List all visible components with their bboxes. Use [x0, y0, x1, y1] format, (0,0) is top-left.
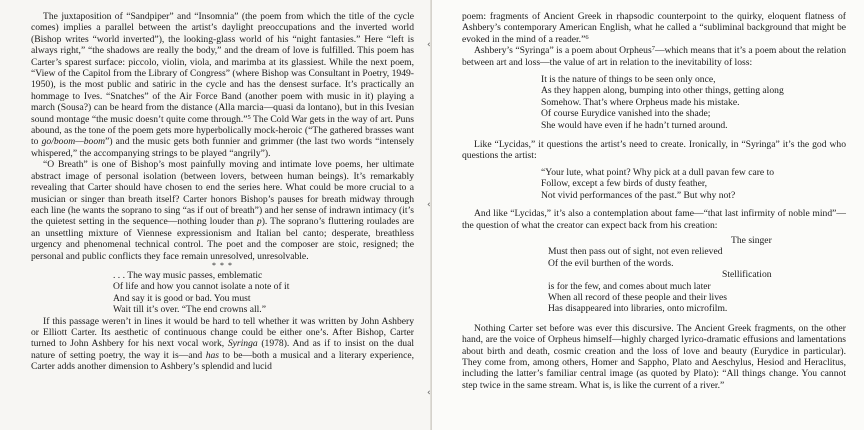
poem-line: Wait till it’s over. “The end crowns all.”	[113, 304, 266, 316]
section-divider: * * *	[212, 260, 233, 270]
poem-excerpt-singer	[462, 235, 846, 315]
poem-line: Of course Eurydice vanished into the shade;	[541, 108, 711, 120]
poem-line: And say it is good or bad. You must	[113, 292, 251, 304]
registration-mark-icon: ‹	[427, 40, 431, 50]
right-page-text	[462, 11, 846, 391]
poem-line: It is the nature of things to be seen only once,	[541, 74, 716, 86]
poem-line: is for the few, and comes about much later	[548, 280, 711, 292]
paragraph-fame: And like “Lycidas,” it’s also a contemplation about fame—“that last infirmity of noble mind”—the question of what the creator can expect back from his creation:	[462, 208, 846, 231]
poem-line: She would have even if he hadn’t turned around.	[541, 119, 728, 131]
poem-line: Of the evil burthen of the words.	[548, 257, 674, 269]
paragraph-continued: poem: fragments of Ancient Greek in rhapsodic counterpoint to the quirky, eloquent flatness of Ashbery’s contemporary American English, what he called a “subliminal background that might be evoked in the mind of a reader.”$^6$	[462, 11, 846, 45]
poem-line: “Your lute, what point? Why pick at a dull pavan few care to	[541, 166, 775, 178]
poem-line: Of life and how you cannot isolate a note of it	[113, 281, 290, 293]
poem-line: Must then pass out of sight, not even relieved	[548, 246, 723, 258]
registration-mark-icon: ‹	[427, 200, 431, 210]
footnote-6: 6	[585, 33, 589, 41]
poem-line: . . . The way music passes, emblematic	[113, 269, 263, 281]
paragraph-discursive: Nothing Carter set before was ever this discursive. The Ancient Greek fragments, on the other hand, are the voice of Orpheus himself—highly charged lyrico-dramatic effusions and lamentations about birth and death, cosmic creation and the loss of love and beauty (Eurydice in particular). They come from, among others, Homer and Sappho, Plato and Aeschylus, Hesiod and Heraclitus, including the latter’s familiar central image (as quoted by Plato): “All things change. You cannot step twice in the same stream. What is, is like the current of a river.”	[462, 322, 846, 391]
poem-excerpt-lute	[462, 167, 846, 201]
poem-line: Stellification	[722, 269, 772, 281]
footnote-7: 7	[651, 45, 655, 53]
footnote-5: 5	[247, 113, 251, 121]
paragraph-ashbery: If this passage weren’t in lines it would be hard to tell whether it was written by John Ashbery or Elliott Carter. Its aesthetic of continuous change could be either one’s. After Bishop, Carter turned to John Ashbery for his next vocal work, Syringa (1978). And as if to insist on the dual nature of setting poetry, the way it is—and has to be—both a musical and a literary experience, Carter adds another dimension to Ashbery’s splendid and lucid	[31, 315, 414, 373]
poem-line: Follow, except a few birds of dusty feather,	[541, 178, 708, 190]
left-page-text	[31, 11, 414, 373]
poem-line: The singer	[731, 234, 772, 246]
paragraph-o-breath: “O Breath” is one of Bishop’s most painfully moving and intimate love poems, her ultimate abstract image of personal isolation (between lovers, between human beings). It’s remarkably revealing that Carter should have chosen to end the series here. What could be more crucial to a musician or singer than breath itself? Carter honors Bishop’s pauses for breath midway through each line (he wants the soprano to sing “as if out of breath”) and her sense of indrawn intimacy (it’s the quietest setting in the sequence—nothing louder than p). The soprano’s fluttering roulades are an unsettling mixture of Viennese expressionism and Italian bel canto; desperate, breathless urgency and phenomenal technical control. The poet and the composer are stoic, resigned; the personal and public conflicts they face remain unresolved, unresolvable.	[31, 159, 414, 262]
poem-line: When all record of these people and their lives	[548, 291, 728, 303]
poem-line: Has disappeared into libraries, onto microfilm.	[548, 303, 728, 315]
poem-line: Not vivid performances of the past.” But why not?	[541, 189, 736, 201]
paragraph-syringa: Ashbery’s “Syringa” is a poem about Orpheus$^7$—which means that it’s a poem about the relation between art and loss—the value of art in relation to the inevitability of loss:	[462, 45, 847, 68]
paragraph-sandpiper: The juxtaposition of “Sandpiper” and “Insomnia” (the poem from which the title of the cycle comes) implies a parallel between the artist’s daylight preoccupations and the inverted world (Bishop writes “world inverted”), the looking-glass world of his “night fantasies.” Here “left is always right,” “the shadows are really the body,” and the dream of love is fulfilled. This poem has Carter’s sparest surface: piccolo, violin, viola, and marimba at its glassiest. While the next poem, “View of the Capitol from the Library of Congress” (where Bishop was Consultant in Poetry, 1949-1950), is the most public and satiric in the cycle and has the densest surface. It’s practically an hommage to Ives. “Snatches” of the Air Force Band (another poem with music in it) playing a march (Sousa?) can be heard from the distance (Alla marcia—quasi da lontano), but in this Ivesian sound montage “the music doesn’t quite come through.”$^5$ The Cold War gets in the way of art. Puns abound, as the tone of the poem gets more hyperbolically mock-heroic (“The gathered brasses want to go/boom—boom”) and the music gets both funnier and grimmer (the last two words “intensely whispered,” the accompanying strings to be played “angrily”).	[31, 11, 414, 159]
right-page	[432, 0, 864, 430]
registration-mark-icon: ‹	[427, 388, 431, 398]
poem-excerpt-orpheus	[462, 74, 846, 131]
poem-line: As they happen along, bumping into other things, getting along	[541, 85, 784, 97]
paragraph-lycidas: Like “Lycidas,” it questions the artist’s need to create. Ironically, in “Syringa” it’s the god who questions the artist:	[462, 139, 846, 162]
poem-line: Somehow. That’s where Orpheus made his mistake.	[541, 96, 740, 108]
poem-excerpt-music	[31, 270, 414, 316]
